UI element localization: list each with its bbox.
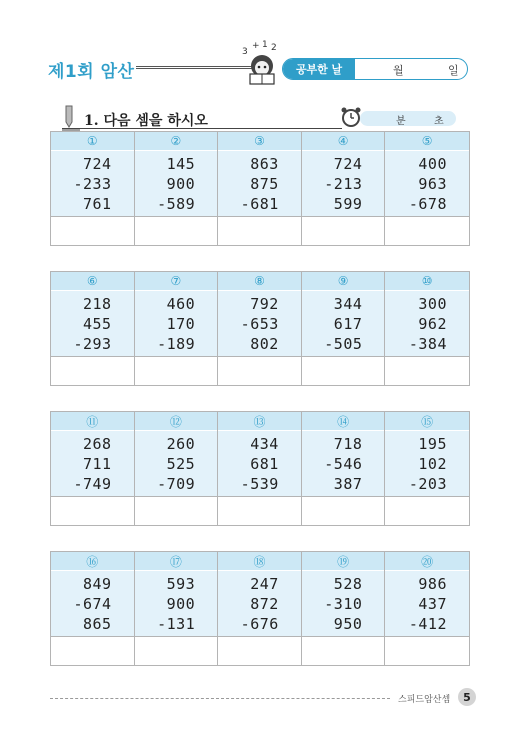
study-date-field[interactable] xyxy=(282,58,468,80)
problem-operands xyxy=(302,291,385,356)
problem-operands xyxy=(218,571,301,636)
month-unit: 월 xyxy=(393,64,404,77)
problem-cell xyxy=(302,272,386,385)
operand: 599 xyxy=(333,194,363,213)
operand: -539 xyxy=(240,474,279,493)
answer-box[interactable] xyxy=(135,496,218,525)
operand: 260 xyxy=(166,434,196,453)
operand: 761 xyxy=(83,194,112,213)
problem-number: ④ xyxy=(302,132,385,151)
answer-box[interactable] xyxy=(218,216,301,245)
problem-cell xyxy=(135,272,219,385)
operand: -653 xyxy=(240,314,279,333)
problem-operands xyxy=(385,291,469,356)
problem-operands xyxy=(385,571,469,636)
operand: 460 xyxy=(166,294,196,313)
problem-number: ⑩ xyxy=(385,272,469,291)
answer-box[interactable] xyxy=(218,636,301,665)
answer-box[interactable] xyxy=(218,496,301,525)
operand: -709 xyxy=(157,474,196,493)
operand: 102 xyxy=(418,454,447,473)
answer-box[interactable] xyxy=(385,356,469,385)
operand: 849 xyxy=(83,574,112,593)
operand: -589 xyxy=(157,194,196,213)
operand: 875 xyxy=(250,174,279,193)
problem-cell xyxy=(302,132,386,245)
problem-number: ⑬ xyxy=(218,412,301,431)
operand: 711 xyxy=(83,454,112,473)
answer-box[interactable] xyxy=(135,356,218,385)
svg-text:+: + xyxy=(252,41,260,51)
problem-operands xyxy=(135,571,218,636)
operand: 218 xyxy=(83,294,112,313)
operand: 195 xyxy=(418,434,447,453)
problem-operands xyxy=(218,151,301,216)
problem-cell xyxy=(385,412,469,525)
minutes-unit: 분 xyxy=(396,116,406,127)
problem-number: ⑦ xyxy=(135,272,218,291)
operand: 865 xyxy=(83,614,112,633)
problem-number: ⑪ xyxy=(51,412,134,431)
problem-operands xyxy=(218,291,301,356)
answer-box[interactable] xyxy=(51,636,134,665)
problem-number: ⑭ xyxy=(302,412,385,431)
problem-grid xyxy=(50,131,470,246)
problem-operands xyxy=(51,571,134,636)
operand: 900 xyxy=(166,174,196,193)
operand: 802 xyxy=(250,334,279,353)
problem-cell xyxy=(218,272,302,385)
problem-operands xyxy=(302,431,385,496)
operand: 963 xyxy=(418,174,447,193)
answer-box[interactable] xyxy=(218,356,301,385)
operand: -681 xyxy=(240,194,279,213)
problem-number: ⑧ xyxy=(218,272,301,291)
operand: 681 xyxy=(250,454,279,473)
operand: 400 xyxy=(418,154,447,173)
alarm-clock-icon xyxy=(340,106,362,128)
problem-cell xyxy=(51,272,135,385)
operand: 437 xyxy=(418,594,447,613)
svg-text:1: 1 xyxy=(262,40,268,50)
problem-cell xyxy=(51,412,135,525)
problem-operands xyxy=(218,431,301,496)
operand: 387 xyxy=(333,474,363,493)
operand: -189 xyxy=(157,334,196,353)
operand: 300 xyxy=(418,294,447,313)
operand: 247 xyxy=(250,574,279,593)
operand: -293 xyxy=(73,334,112,353)
operand: 872 xyxy=(250,594,279,613)
seconds-unit: 초 xyxy=(434,116,444,127)
answer-box[interactable] xyxy=(302,496,385,525)
problem-cell xyxy=(385,132,469,245)
problem-number: ② xyxy=(135,132,218,151)
problem-cell xyxy=(135,132,219,245)
problem-cell xyxy=(218,552,302,665)
problem-number: ⑱ xyxy=(218,552,301,571)
operand: -674 xyxy=(73,594,112,613)
problem-operands xyxy=(135,151,218,216)
mascot-reading-icon xyxy=(238,40,286,88)
answer-box[interactable] xyxy=(51,356,134,385)
problem-cell xyxy=(135,412,219,525)
operand: 792 xyxy=(250,294,279,313)
operand: 962 xyxy=(418,314,447,333)
operand: 170 xyxy=(166,314,196,333)
problem-number: ⑮ xyxy=(385,412,469,431)
operand: 268 xyxy=(83,434,112,453)
problem-operands xyxy=(385,431,469,496)
operand: -310 xyxy=(324,594,363,613)
problem-number: ⑤ xyxy=(385,132,469,151)
problem-operands xyxy=(302,571,385,636)
operand: -749 xyxy=(73,474,112,493)
problem-grid xyxy=(50,551,470,666)
problem-number: ⑲ xyxy=(302,552,385,571)
answer-box[interactable] xyxy=(302,216,385,245)
problem-cell xyxy=(385,272,469,385)
answer-box[interactable] xyxy=(385,636,469,665)
problem-number: ⑯ xyxy=(51,552,134,571)
answer-box[interactable] xyxy=(135,216,218,245)
problem-cell xyxy=(385,552,469,665)
operand: 724 xyxy=(333,154,363,173)
operand: -546 xyxy=(324,454,363,473)
study-date-label: 공부한 날 xyxy=(283,59,355,79)
problem-number: ⑫ xyxy=(135,412,218,431)
problem-number: ⑳ xyxy=(385,552,469,571)
problem-grid xyxy=(50,271,470,386)
operand: 863 xyxy=(250,154,279,173)
problem-operands xyxy=(135,431,218,496)
operand: 986 xyxy=(418,574,447,593)
problem-cell xyxy=(135,552,219,665)
svg-text:2: 2 xyxy=(271,43,277,53)
operand: 525 xyxy=(166,454,196,473)
answer-box[interactable] xyxy=(302,356,385,385)
problem-operands xyxy=(385,151,469,216)
operand: -203 xyxy=(408,474,447,493)
operand: 617 xyxy=(333,314,363,333)
title-divider xyxy=(136,66,254,69)
operand: -384 xyxy=(408,334,447,353)
problem-number: ⑨ xyxy=(302,272,385,291)
day-unit: 일 xyxy=(448,64,459,77)
operand: -505 xyxy=(324,334,363,353)
problem-cell xyxy=(218,412,302,525)
answer-box[interactable] xyxy=(385,496,469,525)
operand: 593 xyxy=(166,574,196,593)
problem-operands xyxy=(302,151,385,216)
operand: 718 xyxy=(333,434,363,453)
operand: -412 xyxy=(408,614,447,633)
answer-box[interactable] xyxy=(51,216,134,245)
problem-cell xyxy=(51,132,135,245)
page-number: 5 xyxy=(458,688,476,706)
instruction-text: 1. 다음 셈을 하시오 xyxy=(84,113,208,129)
operand: 950 xyxy=(333,614,363,633)
operand: 145 xyxy=(166,154,196,173)
problem-operands xyxy=(135,291,218,356)
answer-box[interactable] xyxy=(51,496,134,525)
answer-box[interactable] xyxy=(302,636,385,665)
operand: -131 xyxy=(157,614,196,633)
problem-grid xyxy=(50,411,470,526)
page-title: 제1회 암산 xyxy=(48,62,135,82)
operand: 344 xyxy=(333,294,363,313)
operand: 724 xyxy=(83,154,112,173)
problem-cell xyxy=(51,552,135,665)
footer-divider xyxy=(50,698,390,699)
operand: 528 xyxy=(333,574,363,593)
problem-number: ⑰ xyxy=(135,552,218,571)
operand: -676 xyxy=(240,614,279,633)
svg-text:3: 3 xyxy=(242,47,248,57)
operand: 455 xyxy=(83,314,112,333)
operand: 434 xyxy=(250,434,279,453)
problem-cell xyxy=(302,412,386,525)
instruction-underline xyxy=(62,128,342,129)
answer-box[interactable] xyxy=(385,216,469,245)
problem-operands xyxy=(51,291,134,356)
footer-book-name: 스피드암산셈 xyxy=(398,695,451,705)
problem-operands xyxy=(51,431,134,496)
problem-number: ③ xyxy=(218,132,301,151)
operand: -213 xyxy=(324,174,363,193)
time-record-field[interactable] xyxy=(360,111,456,126)
problem-number: ① xyxy=(51,132,134,151)
operand: -678 xyxy=(408,194,447,213)
problem-number: ⑥ xyxy=(51,272,134,291)
problem-cell xyxy=(218,132,302,245)
operand: -233 xyxy=(73,174,112,193)
operand: 900 xyxy=(166,594,196,613)
problem-cell xyxy=(302,552,386,665)
answer-box[interactable] xyxy=(135,636,218,665)
problem-operands xyxy=(51,151,134,216)
